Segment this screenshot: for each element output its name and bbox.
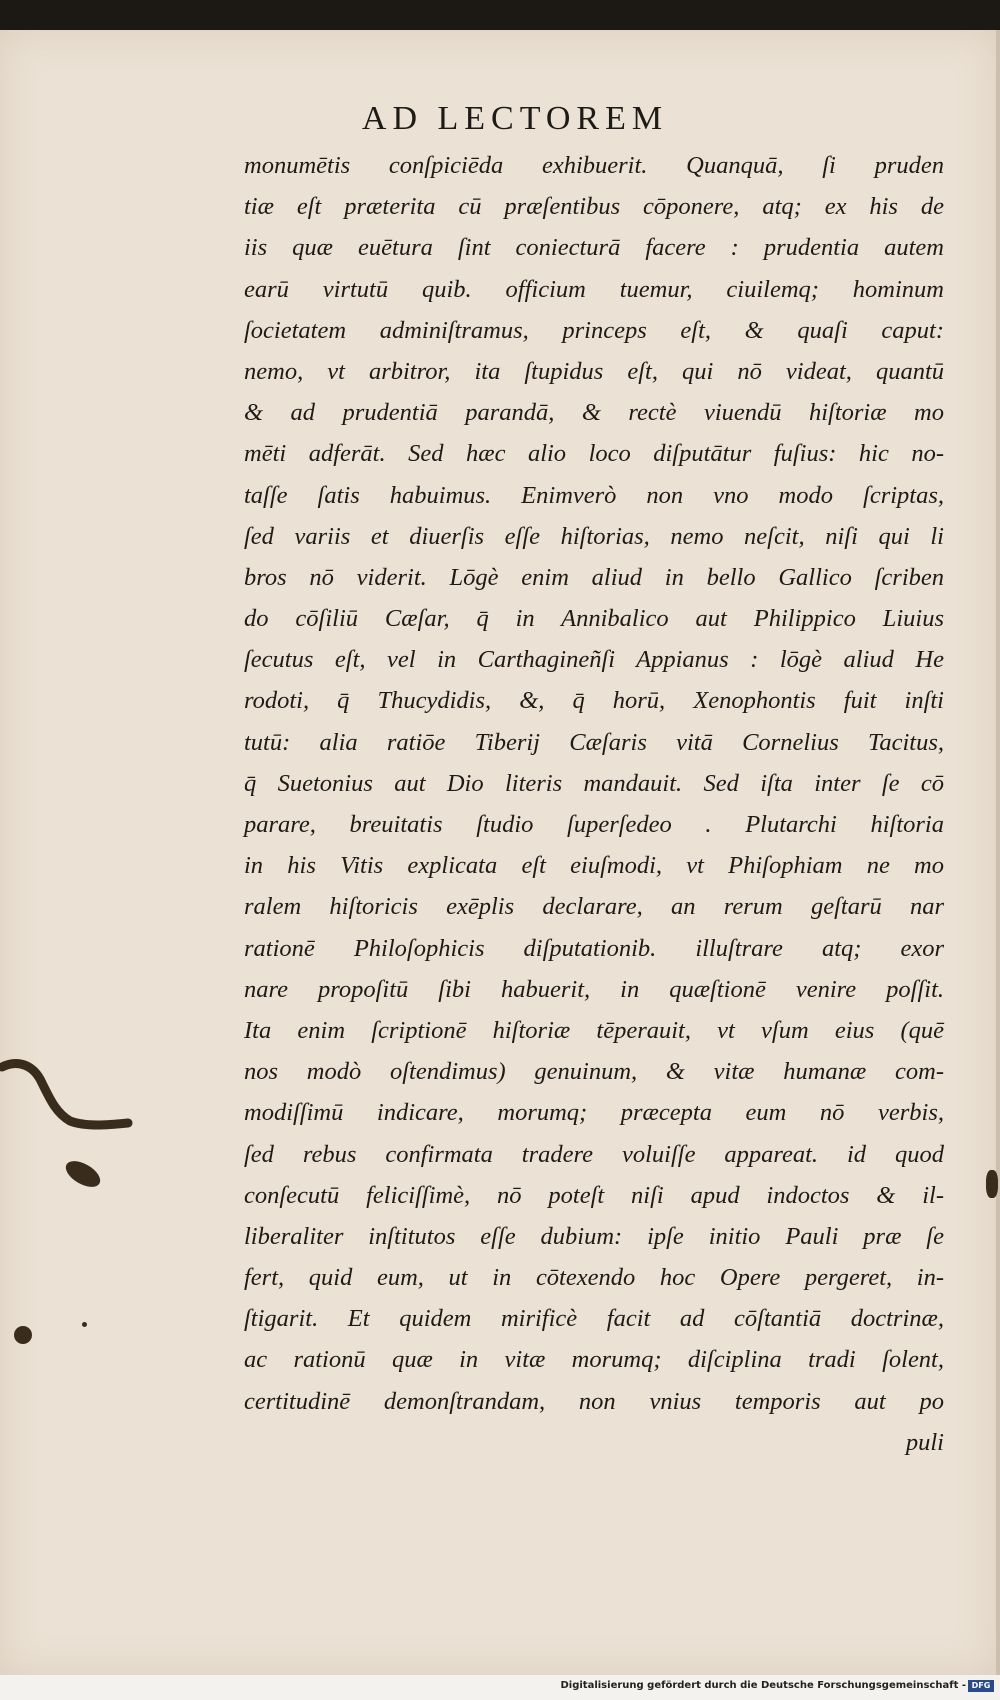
text-block [244,145,944,1463]
text-line: nos modò oſtendimus) genuinum, & vitæ humanæ com- [244,1058,944,1086]
text-line: parare, breuitatis ſtudio ſuperſedeo . Plutarchi hiſtoria [244,811,944,838]
text-line: rationē Philoſophicis diſputationib. illuſtrare atq; exor [244,934,944,962]
text-line: fert, quid eum, ut in cōtexendo hoc Opere pergeret, in- [244,1264,944,1292]
text-line: taſſe ſatis habuimus. Enimverò non vno modo ſcriptas, [244,481,944,509]
ink-stain-speck [82,1322,87,1327]
text-line: q̄ Suetonius aut Dio literis mandauit. Sed iſta inter ſe cō [244,769,944,797]
dfg-logo-icon: DFG [968,1680,994,1692]
ink-stain-dot [14,1326,32,1344]
text-line: bros nō viderit. Lōgè enim aliud in bello Gallico ſcriben [244,563,944,591]
text-line: in his Vitis explicata eſt eiuſmodi, vt Phiſophiam ne mo [244,852,944,880]
text-line: ſocietatem adminiſtramus, princeps eſt, & quaſi caput: [244,316,944,344]
text-line: conſecutū feliciſſimè, nō poteſt niſi apud indoctos & il- [244,1181,944,1209]
text-line: nemo, vt arbitror, ita ſtupidus eſt, qui nō videat, quantū [244,357,944,385]
text-line: ſed rebus confirmata tradere voluiſſe appareat. id quod [244,1140,944,1168]
text-line: nare propoſitū ſibi habuerit, in quæſtionē venire poſſit. [244,975,944,1003]
catchword: puli [905,1428,944,1456]
text-line: earū virtutū quib. officium tuemur, ciuilemq; hominum [244,275,944,303]
text-line: monumētis conſpiciēda exhibuerit. Quanquā, ſi pruden [244,152,944,179]
text-line: & ad prudentiā parandā, & rectè viuendū hiſtoriæ mo [244,399,944,427]
funding-credit: Digitalisierung gefördert durch die Deutsche Forschungsgemeinschaft - [560,1680,966,1691]
text-line: ſed variis et diuerſis eſſe hiſtorias, nemo neſcit, niſi qui li [244,522,944,550]
text-line: rodoti, q̄ Thucydidis, &, q̄ horū, Xenophontis fuit inſti [244,687,944,715]
text-line: ſecutus eſt, vel in Carthagineñſi Appianus : lōgè aliud He [244,646,944,674]
ink-stain-speck [986,1170,998,1198]
text-line: certitudinē demonſtrandam, non vnius temporis aut po [244,1387,944,1415]
text-line: do cōſiliū Cæſar, q̄ in Annibalico aut Philippico Liuius [244,605,944,633]
text-line: tiæ eſt præterita cū præſentibus cōponere, atq; ex his de [244,193,944,221]
running-head: AD LECTOREM [361,100,669,137]
text-line: ac rationū quæ in vitæ morumq; diſciplina tradi ſolent, [244,1346,944,1374]
text-line: iis quæ euētura ſint coniecturā facere : prudentia autem [244,234,944,262]
text-line: Ita enim ſcriptionē hiſtoriæ tēperauit, vt vſum eius (quē [244,1016,944,1044]
scan-top-border [0,0,1000,34]
text-line: ſtigarit. Et quidem mirificè facit ad cōſtantiā doctrinæ, [244,1305,944,1333]
text-line: liberaliter inſtitutos eſſe dubium: ipſe initio Pauli præ ſe [244,1222,944,1250]
ink-stain-curve [0,1055,140,1145]
text-line: mēti adferāt. Sed hæc alio loco diſputātur fuſius: hic no- [244,440,944,468]
text-line: tutū: alia ratiōe Tiberij Cæſaris vitā Cornelius Tacitus, [244,728,944,756]
text-line: ralem hiſtoricis exēplis declarare, an rerum geſtarū nar [244,893,944,921]
text-line: modiſſimū indicare, morumq; præcepta eum nō verbis, [244,1099,944,1127]
